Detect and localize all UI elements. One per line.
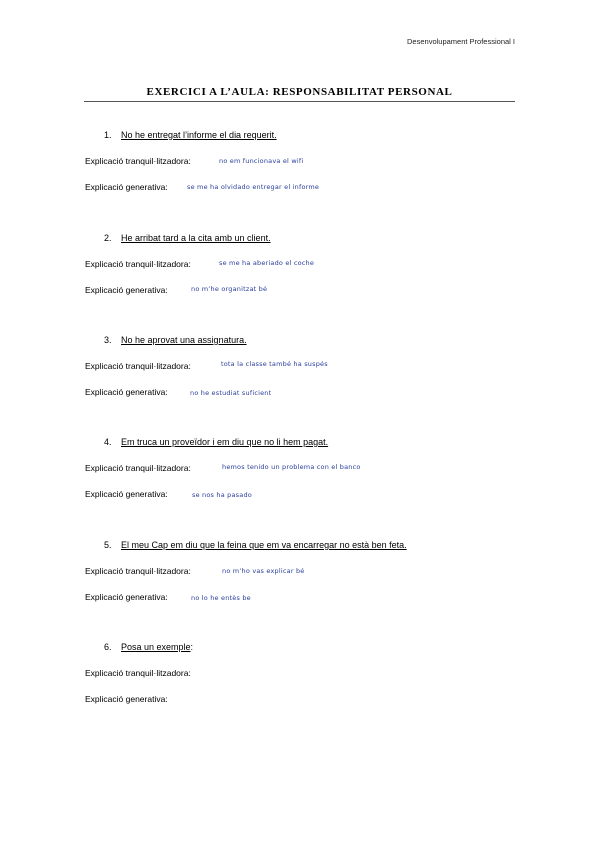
question-text: He arribat tard a la cita amb un client. [121, 233, 271, 243]
tranquil-answer: se me ha aberiado el coche [219, 259, 315, 267]
generativa-label: Explicació generativa: [85, 182, 168, 192]
generativa-label: Explicació generativa: [85, 694, 168, 704]
question-4 [104, 437, 328, 447]
tranquil-label: Explicació tranquil·litzadora: [85, 463, 191, 473]
question-number: 6. [104, 642, 112, 652]
tranquil-answer: hemos tenido un problema con el banco [222, 463, 361, 471]
question-2 [104, 233, 271, 243]
question-6 [104, 642, 193, 652]
question-number: 2. [104, 233, 112, 243]
tranquil-label: Explicació tranquil·litzadora: [85, 668, 191, 678]
tranquil-label: Explicació tranquil·litzadora: [85, 566, 191, 576]
question-number: 5. [104, 540, 112, 550]
question-5 [104, 540, 407, 550]
question-text: Posa un exemple [121, 642, 191, 652]
generativa-label: Explicació generativa: [85, 387, 168, 397]
question-1 [104, 130, 277, 140]
page-title: EXERCICI A L’AULA: RESPONSABILITAT PERSONAL [146, 86, 453, 98]
generativa-answer: no m’he organitzat bé [191, 285, 268, 293]
generativa-label: Explicació generativa: [85, 489, 168, 499]
question-text: No he aprovat una assignatura. [121, 335, 247, 345]
question-text: No he entregat l’informe el dia requerit. [121, 130, 277, 140]
tranquil-label: Explicació tranquil·litzadora: [85, 259, 191, 269]
generativa-answer: se me ha olvidado entregar el informe [187, 183, 320, 191]
generativa-answer: no lo he entès be [191, 594, 251, 602]
generativa-answer: no he estudiat suficient [190, 389, 272, 397]
question-number: 3. [104, 335, 112, 345]
tranquil-answer: no em funcionava el wifi [219, 157, 304, 165]
header-course: Desenvolupament Professional I [407, 37, 515, 46]
tranquil-label: Explicació tranquil·litzadora: [85, 156, 191, 166]
tranquil-answer: tota la classe també ha suspés [221, 360, 328, 368]
question-number: 4. [104, 437, 112, 447]
tranquil-answer: no m’ho vas explicar bé [222, 567, 305, 575]
question-text: Em truca un proveïdor i em diu que no li hem pagat. [121, 437, 329, 447]
generativa-label: Explicació generativa: [85, 285, 168, 295]
question-text: El meu Cap em diu que la feina que em va encarregar no està ben feta. [121, 540, 407, 550]
title-divider [84, 101, 515, 102]
generativa-answer: se nos ha pasado [192, 491, 252, 499]
question-3 [104, 335, 247, 345]
generativa-label: Explicació generativa: [85, 592, 168, 602]
question-tail: : [190, 642, 194, 652]
question-number: 1. [104, 130, 112, 140]
tranquil-label: Explicació tranquil·litzadora: [85, 361, 191, 371]
